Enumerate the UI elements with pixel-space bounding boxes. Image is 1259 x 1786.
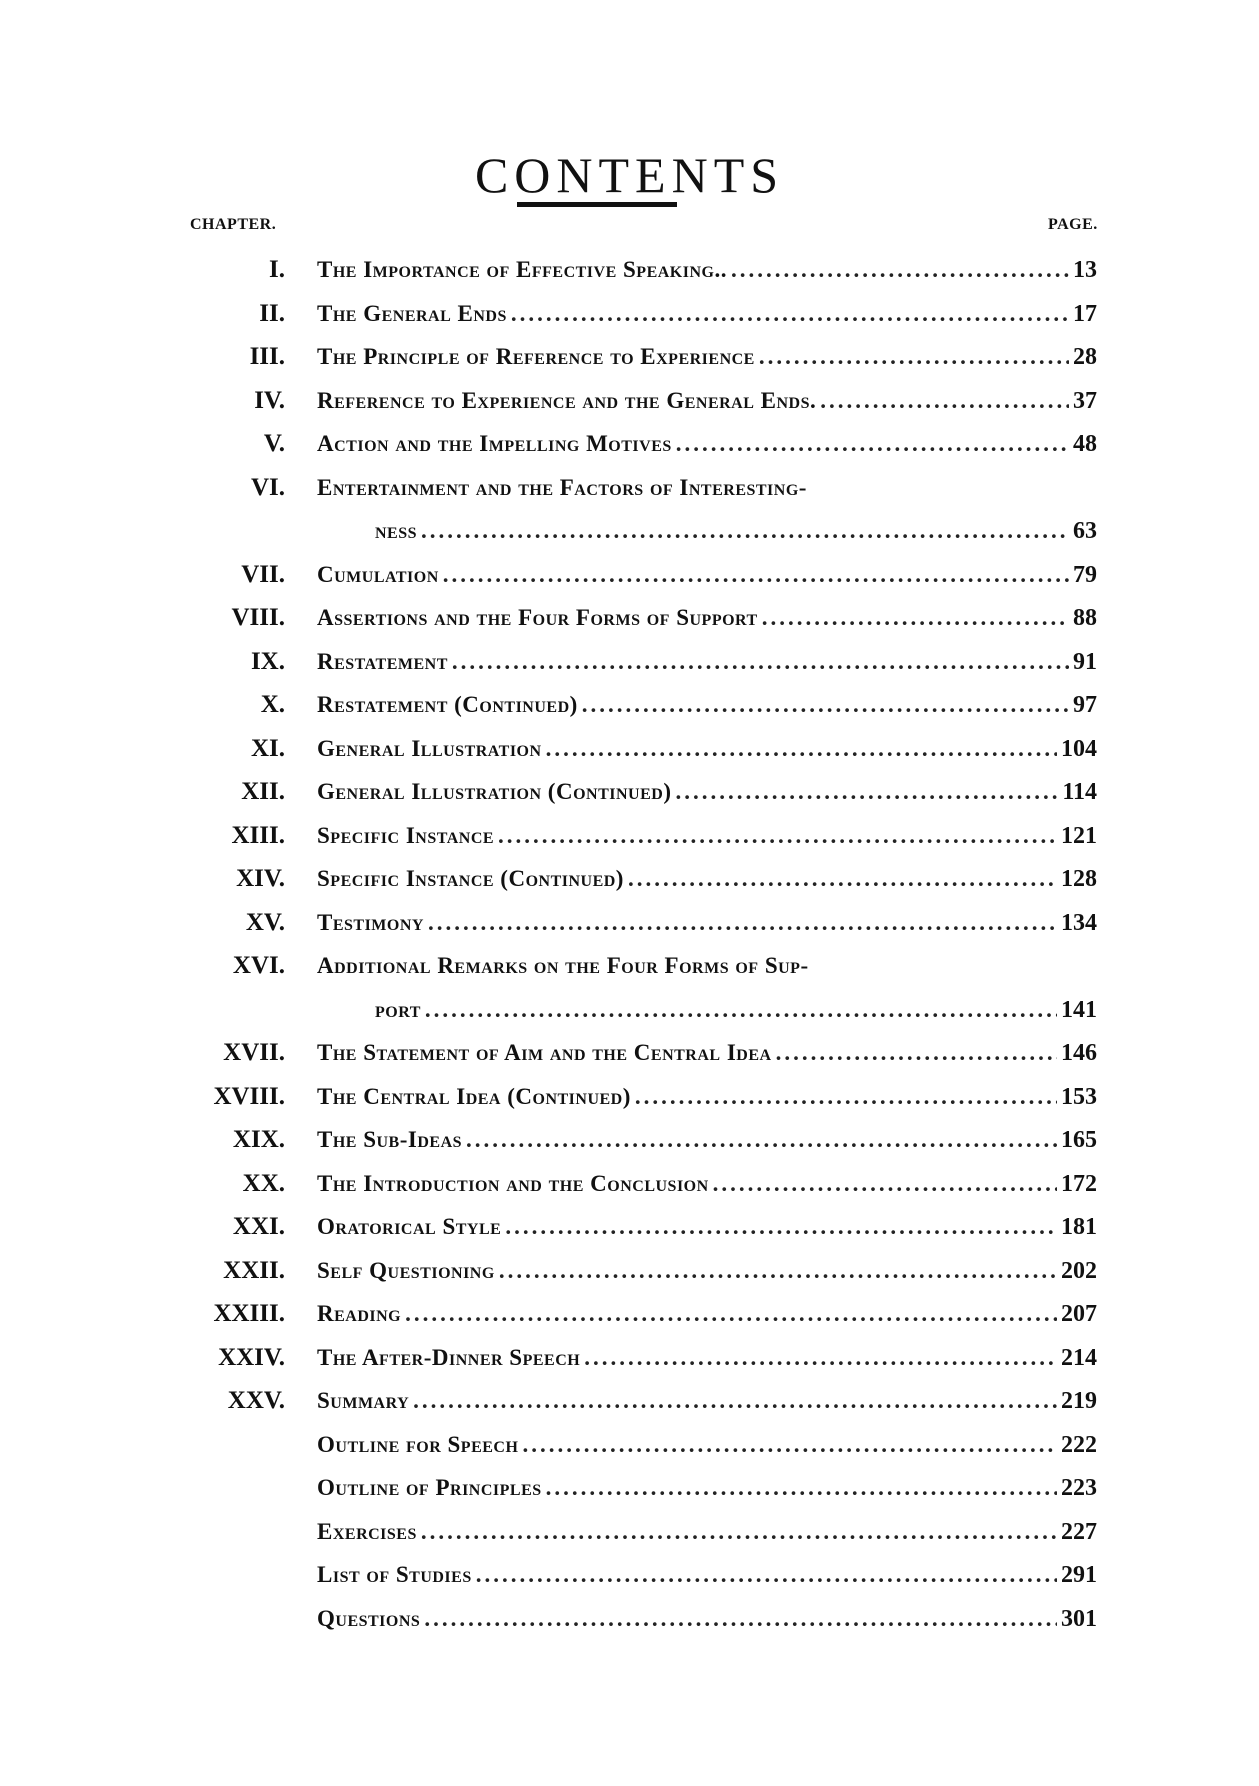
chapter-title: ness bbox=[375, 518, 418, 543]
page-number: 104 bbox=[1061, 735, 1097, 762]
entry-line bbox=[317, 640, 1097, 685]
chapter-title: Reference to Experience and the General Ends. bbox=[317, 387, 817, 413]
entry-line bbox=[317, 1553, 1097, 1598]
chapter-title: General Illustration (Continued) bbox=[317, 779, 672, 804]
contents-list bbox=[0, 248, 1259, 1640]
entry-line bbox=[317, 1205, 1097, 1250]
page-number: 223 bbox=[1061, 1475, 1097, 1501]
dot-leader bbox=[413, 1379, 1057, 1423]
chapter-column-header: CHAPTER. bbox=[190, 216, 277, 233]
dot-leader bbox=[582, 683, 1069, 727]
chapter-title: The Central Idea (Continued) bbox=[317, 1083, 631, 1109]
toc-entry bbox=[0, 422, 1259, 466]
dot-leader bbox=[421, 1510, 1057, 1554]
chapter-title: The Introduction and the Conclusion bbox=[317, 1170, 709, 1196]
toc-entry bbox=[0, 1423, 1259, 1467]
dot-leader bbox=[428, 901, 1057, 945]
chapter-title: Action and the Impelling Motives bbox=[317, 431, 672, 456]
entry-line bbox=[317, 248, 1097, 293]
page-title: CONTENTS bbox=[474, 146, 785, 203]
page-number: 141 bbox=[1061, 996, 1097, 1023]
dot-leader bbox=[405, 1292, 1057, 1336]
dot-leader bbox=[452, 640, 1069, 684]
entry-line bbox=[317, 292, 1097, 337]
chapter-title: Outline for Speech bbox=[317, 1431, 519, 1457]
dot-leader bbox=[584, 1336, 1057, 1380]
chapter-title: Outline of Principles bbox=[317, 1475, 542, 1500]
dot-leader bbox=[421, 509, 1069, 553]
page-number: 28 bbox=[1073, 344, 1097, 370]
dot-leader bbox=[499, 1249, 1057, 1293]
entry-line bbox=[317, 1075, 1097, 1120]
chapter-number: IX. bbox=[250, 647, 285, 675]
chapter-number: VII. bbox=[241, 560, 285, 588]
chapter-number: V. bbox=[263, 430, 285, 457]
page-number: 219 bbox=[1061, 1388, 1097, 1414]
toc-entry bbox=[0, 379, 1259, 423]
page-number: 88 bbox=[1073, 605, 1097, 631]
toc-entry bbox=[0, 1031, 1259, 1075]
page-number: 48 bbox=[1073, 431, 1097, 457]
title-rule bbox=[517, 202, 677, 207]
chapter-number: XX. bbox=[242, 1169, 285, 1197]
dot-leader bbox=[424, 1597, 1057, 1641]
dot-leader bbox=[511, 292, 1069, 336]
toc-entry bbox=[0, 1205, 1259, 1249]
dot-leader bbox=[762, 596, 1069, 640]
entry-line bbox=[375, 509, 1097, 554]
page-number: 227 bbox=[1061, 1518, 1097, 1545]
page-number: 121 bbox=[1061, 822, 1097, 849]
page-number: 153 bbox=[1061, 1083, 1097, 1110]
page-number: 91 bbox=[1073, 648, 1097, 675]
page-number: 165 bbox=[1061, 1127, 1097, 1153]
page-number: 63 bbox=[1073, 518, 1097, 544]
dot-leader bbox=[820, 379, 1069, 423]
page-number: 134 bbox=[1061, 909, 1097, 936]
dot-leader bbox=[635, 1075, 1057, 1119]
page-number: 97 bbox=[1073, 692, 1097, 718]
chapter-number: II. bbox=[259, 299, 285, 327]
toc-entry bbox=[0, 1510, 1259, 1554]
page-number: 291 bbox=[1061, 1562, 1097, 1588]
entry-line bbox=[317, 596, 1097, 641]
chapter-title: List of Studies bbox=[317, 1562, 472, 1587]
entry-line bbox=[317, 770, 1097, 815]
entry-line bbox=[317, 466, 1097, 510]
chapter-title: The Principle of Reference to Experience bbox=[317, 344, 755, 369]
entry-line bbox=[317, 1379, 1097, 1424]
toc-entry bbox=[0, 1249, 1259, 1293]
chapter-number: XIV. bbox=[236, 865, 285, 892]
dot-leader bbox=[676, 422, 1069, 466]
chapter-title: Questions bbox=[317, 1605, 421, 1631]
toc-entry bbox=[0, 335, 1259, 379]
chapter-number: XV. bbox=[245, 908, 285, 936]
dot-leader bbox=[476, 1553, 1057, 1597]
chapter-number: XXIV. bbox=[218, 1343, 285, 1371]
chapter-number: I. bbox=[269, 256, 285, 283]
chapter-number: XI. bbox=[250, 734, 285, 762]
page-number: 222 bbox=[1061, 1431, 1097, 1458]
dot-leader bbox=[776, 1031, 1057, 1075]
chapter-number: XII. bbox=[241, 778, 285, 805]
entry-line bbox=[317, 857, 1097, 902]
toc-entry bbox=[0, 814, 1259, 858]
chapter-title: Oratorical Style bbox=[317, 1214, 502, 1239]
toc-entry bbox=[0, 727, 1259, 771]
entry-line bbox=[317, 1292, 1097, 1337]
chapter-number: XXI. bbox=[232, 1213, 285, 1240]
toc-entry bbox=[0, 901, 1259, 945]
dot-leader bbox=[505, 1205, 1057, 1249]
page-number: 114 bbox=[1062, 779, 1097, 805]
toc-entry bbox=[0, 1336, 1259, 1380]
chapter-number: XXII. bbox=[223, 1256, 285, 1284]
toc-entry bbox=[0, 1379, 1259, 1423]
chapter-title: The General Ends bbox=[317, 300, 507, 326]
dot-leader bbox=[443, 553, 1069, 597]
toc-entry bbox=[0, 553, 1259, 597]
chapter-number: XIII. bbox=[231, 821, 285, 849]
chapter-title: Restatement (Continued) bbox=[317, 692, 578, 717]
page-number: 128 bbox=[1061, 866, 1097, 892]
page-number: 17 bbox=[1073, 300, 1097, 327]
chapter-number: XXV. bbox=[227, 1387, 285, 1414]
entry-line bbox=[317, 1118, 1097, 1163]
page-number: 79 bbox=[1073, 561, 1097, 588]
entry-line bbox=[317, 335, 1097, 380]
chapter-number: XVII. bbox=[223, 1039, 285, 1066]
chapter-number: XVIII. bbox=[213, 1082, 285, 1110]
page-number: 37 bbox=[1073, 387, 1097, 414]
toc-entry bbox=[0, 1466, 1259, 1510]
chapter-number: XXIII. bbox=[213, 1300, 285, 1327]
chapter-number: IV. bbox=[254, 386, 285, 414]
entry-line bbox=[317, 553, 1097, 598]
dot-leader bbox=[731, 248, 1069, 292]
chapter-title: Reading bbox=[317, 1301, 402, 1326]
chapter-number: III. bbox=[249, 343, 285, 370]
page-number: 13 bbox=[1073, 257, 1097, 283]
entry-line bbox=[317, 814, 1097, 859]
chapter-title: Entertainment and the Factors of Interesting- bbox=[317, 474, 807, 500]
chapter-title: Summary bbox=[317, 1388, 410, 1413]
entry-line bbox=[317, 901, 1097, 946]
entry-line bbox=[317, 379, 1097, 424]
chapter-title: Testimony bbox=[317, 909, 424, 935]
dot-leader bbox=[498, 814, 1057, 858]
chapter-title: The Sub-Ideas bbox=[317, 1127, 463, 1152]
toc-entry bbox=[0, 1075, 1259, 1119]
page-number: 146 bbox=[1061, 1040, 1097, 1066]
chapter-title: The Importance of Effective Speaking.. bbox=[317, 257, 727, 282]
entry-line bbox=[317, 944, 1097, 988]
toc-entry bbox=[0, 944, 1259, 988]
entry-line bbox=[317, 1597, 1097, 1642]
toc-entry bbox=[0, 292, 1259, 336]
chapter-title: Restatement bbox=[317, 648, 448, 674]
entry-line bbox=[375, 988, 1097, 1033]
entry-line bbox=[317, 1423, 1097, 1468]
dot-leader bbox=[759, 335, 1069, 379]
entry-line bbox=[317, 422, 1097, 467]
chapter-title: Specific Instance (Continued) bbox=[317, 866, 624, 891]
toc-entry bbox=[0, 683, 1259, 727]
page-number: 202 bbox=[1061, 1257, 1097, 1284]
page-number: 207 bbox=[1061, 1301, 1097, 1327]
toc-entry bbox=[0, 1597, 1259, 1641]
toc-entry bbox=[0, 1162, 1259, 1206]
dot-leader bbox=[675, 770, 1058, 814]
chapter-number: XVI. bbox=[232, 952, 285, 979]
toc-entry bbox=[0, 857, 1259, 901]
chapter-title: General Illustration bbox=[317, 735, 542, 761]
toc-entry bbox=[0, 509, 1259, 553]
toc-entry bbox=[0, 1292, 1259, 1336]
chapter-title: port bbox=[375, 996, 421, 1022]
chapter-title: The Statement of Aim and the Central Idea bbox=[317, 1040, 772, 1065]
chapter-number: X. bbox=[260, 691, 285, 718]
chapter-title: Assertions and the Four Forms of Support bbox=[317, 605, 758, 630]
entry-line bbox=[317, 1162, 1097, 1207]
chapter-title: Self Questioning bbox=[317, 1257, 495, 1283]
toc-entry bbox=[0, 988, 1259, 1032]
entry-line bbox=[317, 683, 1097, 728]
chapter-number: VI. bbox=[250, 473, 285, 501]
chapter-title: Specific Instance bbox=[317, 822, 495, 848]
dot-leader bbox=[628, 857, 1057, 901]
chapter-title: Additional Remarks on the Four Forms of Sup- bbox=[317, 953, 809, 978]
dot-leader bbox=[546, 1466, 1057, 1510]
entry-line bbox=[317, 1249, 1097, 1294]
entry-line bbox=[317, 1336, 1097, 1381]
page-number: 172 bbox=[1061, 1170, 1097, 1197]
dot-leader bbox=[546, 727, 1057, 771]
page-column-header: PAGE. bbox=[1048, 216, 1098, 233]
toc-entry bbox=[0, 596, 1259, 640]
toc-entry bbox=[0, 1118, 1259, 1162]
toc-entry bbox=[0, 248, 1259, 292]
chapter-title: The After-Dinner Speech bbox=[317, 1344, 581, 1370]
dot-leader bbox=[522, 1423, 1057, 1467]
entry-line bbox=[317, 1031, 1097, 1076]
dot-leader bbox=[425, 988, 1057, 1032]
entry-line bbox=[317, 1466, 1097, 1511]
toc-entry bbox=[0, 1553, 1259, 1597]
chapter-title: Exercises bbox=[317, 1518, 417, 1544]
dot-leader bbox=[713, 1162, 1057, 1206]
entry-line bbox=[317, 727, 1097, 772]
page-number: 181 bbox=[1061, 1214, 1097, 1240]
toc-entry bbox=[0, 466, 1259, 510]
chapter-number: VIII. bbox=[231, 604, 285, 631]
toc-entry bbox=[0, 770, 1259, 814]
chapter-number: XIX. bbox=[232, 1126, 285, 1153]
toc-entry bbox=[0, 640, 1259, 684]
page-number: 214 bbox=[1061, 1344, 1097, 1371]
dot-leader bbox=[466, 1118, 1057, 1162]
page-number: 301 bbox=[1061, 1605, 1097, 1632]
chapter-title: Cumulation bbox=[317, 561, 439, 587]
entry-line bbox=[317, 1510, 1097, 1555]
